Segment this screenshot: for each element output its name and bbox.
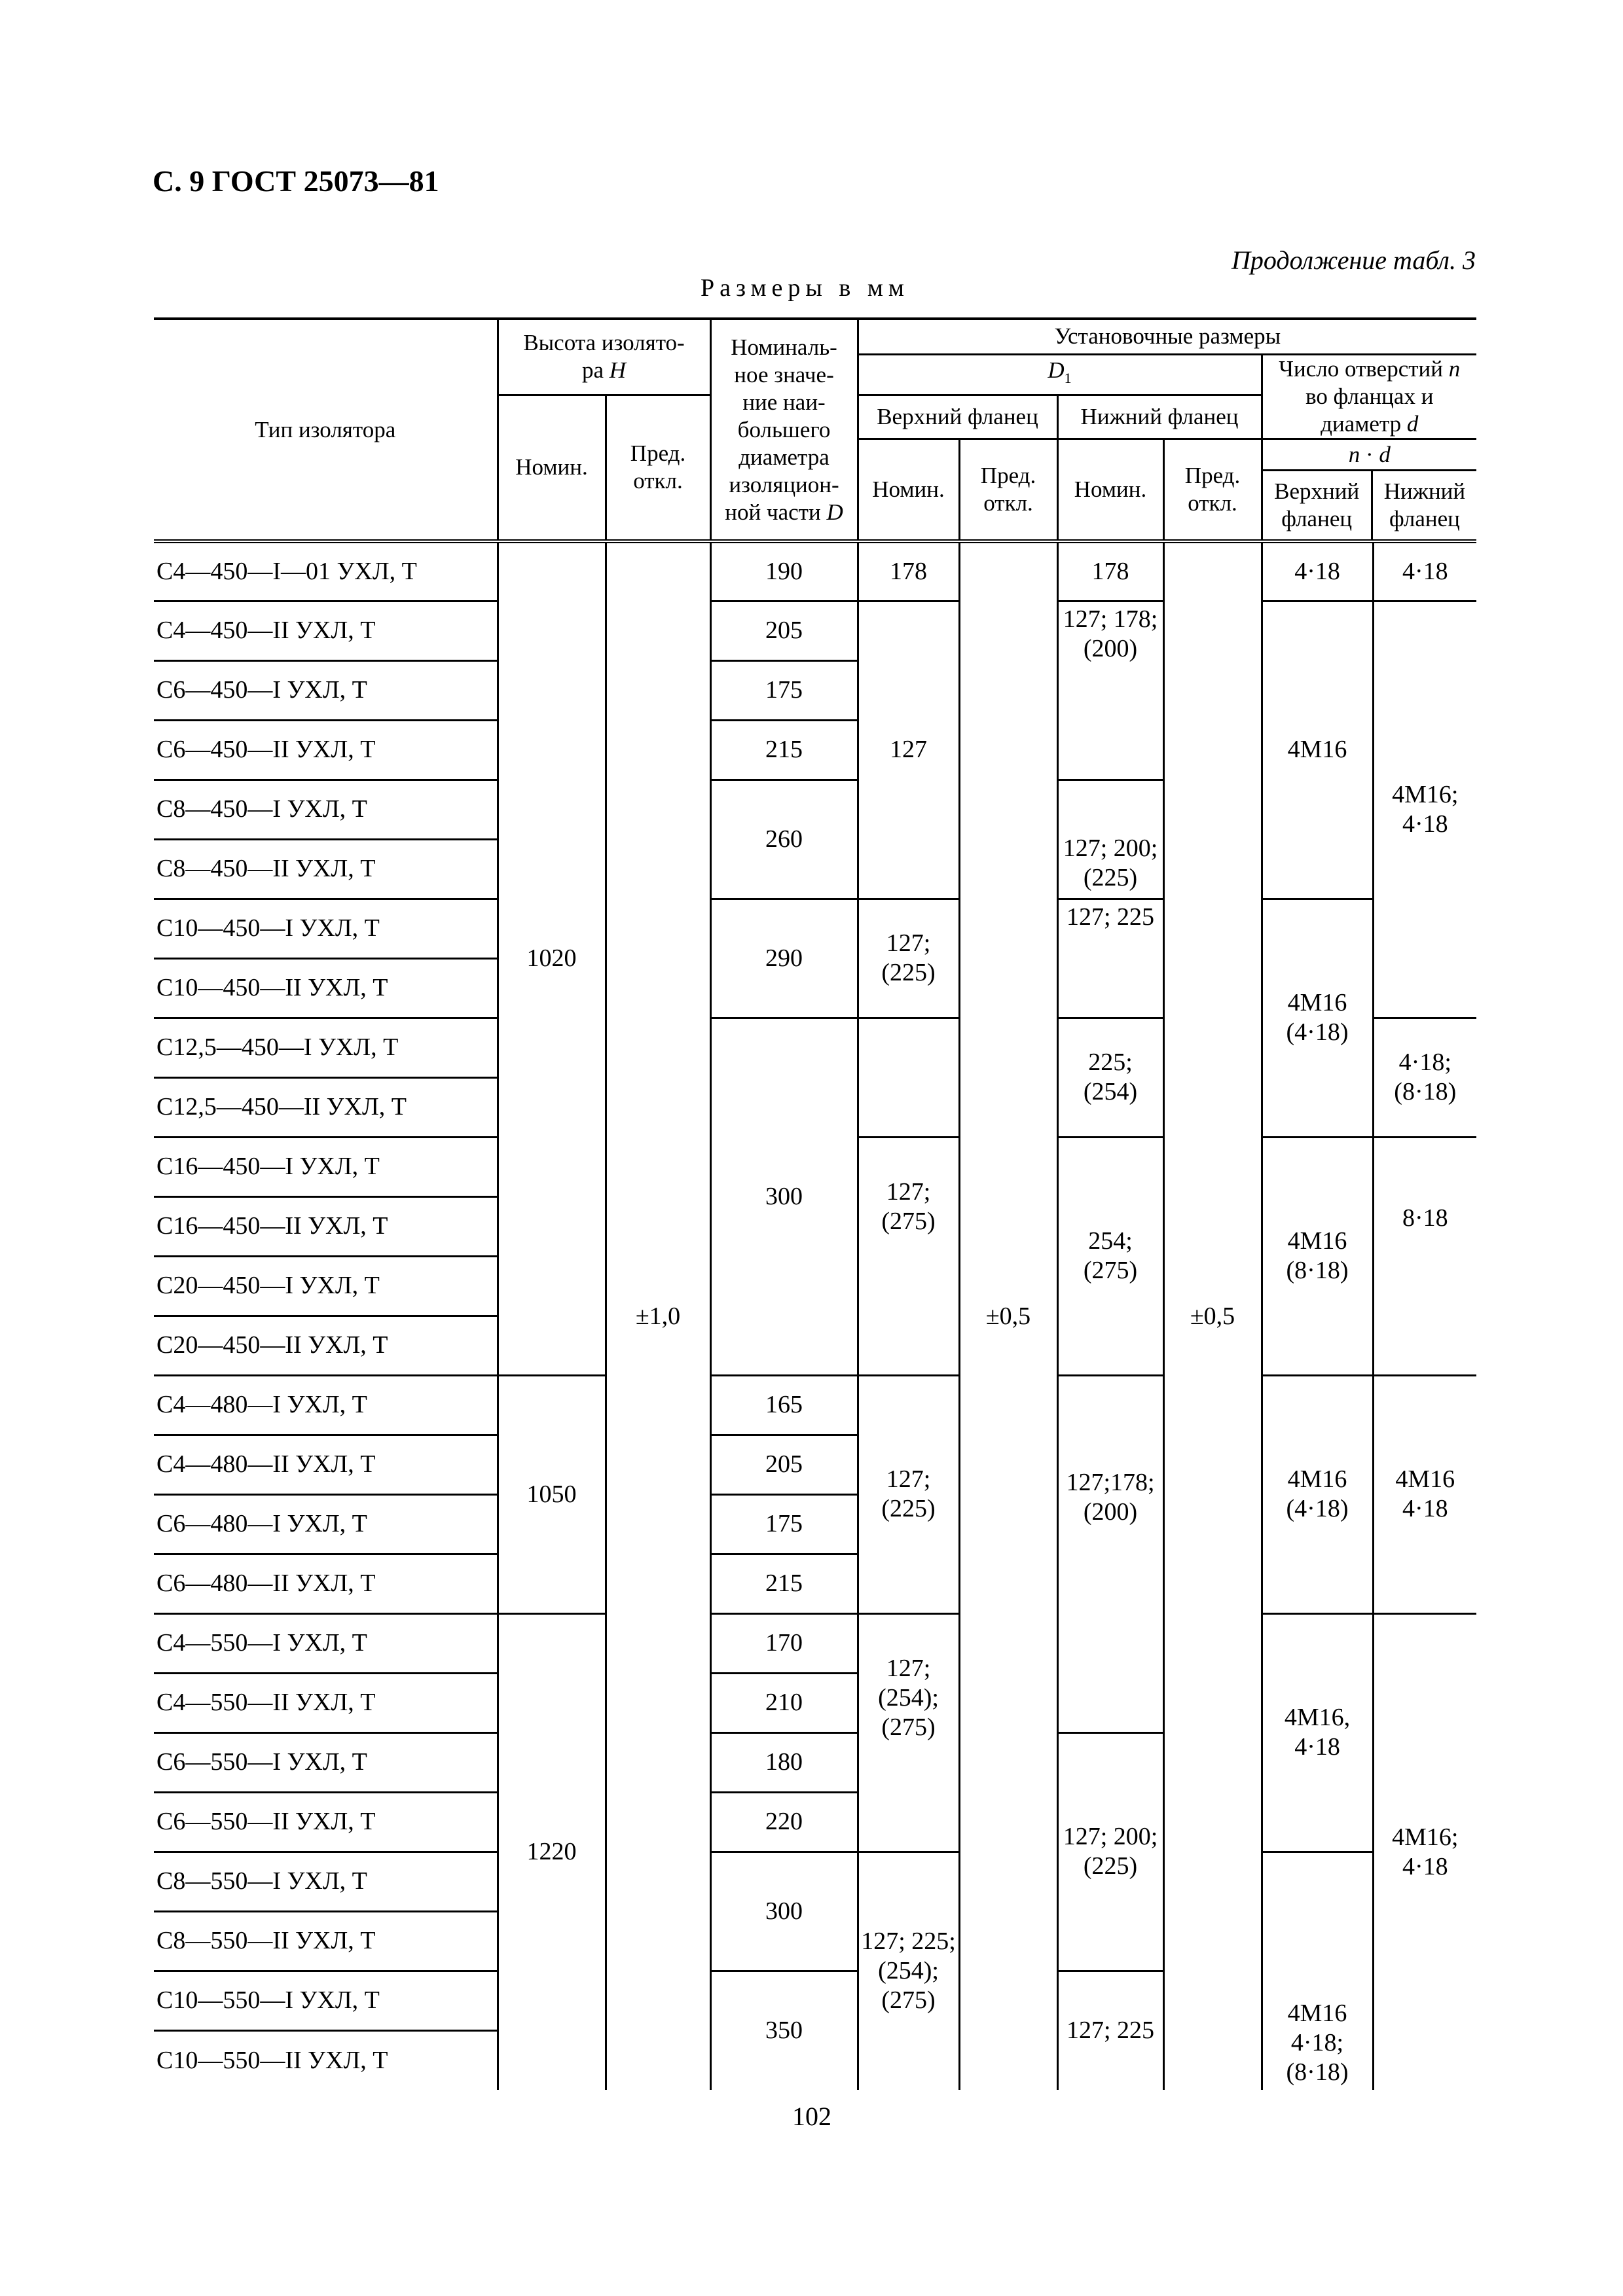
header-d1: $D_1$ bbox=[858, 354, 1262, 395]
table-row-name: С10—550—I УХЛ, Т bbox=[154, 1971, 498, 2030]
diameter-cell: 300 bbox=[710, 1018, 858, 1375]
table-row-name: С6—550—I УХЛ, Т bbox=[154, 1732, 498, 1792]
diameter-cell: 175 bbox=[710, 1494, 858, 1554]
table-continuation-note: Продолжение табл. 3 bbox=[1231, 245, 1476, 275]
header-n-times-d: n · d bbox=[1263, 440, 1477, 471]
holes-upper-cell: 4М16 (4·18) bbox=[1262, 899, 1373, 1137]
table-row-name: С12,5—450—I УХЛ, Т bbox=[154, 1018, 498, 1077]
height-deviation-cell: ±1,0 bbox=[606, 541, 710, 2090]
diameter-cell: 215 bbox=[710, 720, 858, 780]
diameter-cell: 180 bbox=[710, 1732, 858, 1792]
holes-upper-cell: 4М16 4·18; (8·18) bbox=[1262, 1852, 1373, 2090]
lower-nominal-cell: 127; 225 bbox=[1057, 1971, 1163, 2090]
table-row-name: С10—450—I УХЛ, Т bbox=[154, 899, 498, 958]
height-nominal-cell: 1220 bbox=[498, 1613, 606, 2090]
table-row-name: С4—450—II УХЛ, Т bbox=[154, 601, 498, 660]
diameter-cell: 350 bbox=[710, 1971, 858, 2090]
diameter-cell: 165 bbox=[710, 1375, 858, 1435]
header-lower-deviation: Пред. откл. bbox=[1163, 439, 1262, 541]
lower-nominal-cell: 178 bbox=[1057, 541, 1163, 601]
lower-nominal-cell: 127; 178; (200) bbox=[1057, 601, 1163, 780]
diameter-cell: 175 bbox=[710, 660, 858, 720]
upper-nominal-cell: 127; (254); (275) bbox=[858, 1613, 959, 1852]
holes-lower-cell: 4М16 4·18 bbox=[1373, 1375, 1476, 1613]
header-upper-nominal: Номин. bbox=[858, 439, 959, 541]
table-row-name: С6—450—II УХЛ, Т bbox=[154, 720, 498, 780]
table-row-name: С4—480—I УХЛ, Т bbox=[154, 1375, 498, 1435]
header-height: Высота изолято- ра H bbox=[498, 319, 710, 395]
diameter-cell: 205 bbox=[710, 601, 858, 660]
header-height-nominal: Номин. bbox=[498, 395, 606, 541]
lower-nominal-cell: 254; (275) bbox=[1057, 1137, 1163, 1375]
table-row-name: С16—450—II УХЛ, Т bbox=[154, 1196, 498, 1256]
table-row-name: С10—450—II УХЛ, Т bbox=[154, 958, 498, 1018]
header-nominal-diameter: Номиналь- ное значе- ние наи- большего диаметра изоляцион- ной части D bbox=[710, 319, 858, 541]
table-row-name: С20—450—II УХЛ, Т bbox=[154, 1316, 498, 1375]
insulator-dimensions-table bbox=[154, 317, 1476, 2090]
header-holes-upper: Верхний фланец bbox=[1263, 470, 1372, 539]
upper-nominal-cell bbox=[858, 1018, 959, 1137]
lower-nominal-cell: 127; 200; (225) bbox=[1057, 1732, 1163, 1971]
header-holes: Число отверстий n во фланцах и диаметр d bbox=[1262, 354, 1476, 439]
table-row-name: С8—550—I УХЛ, Т bbox=[154, 1852, 498, 1911]
height-nominal-cell: 1020 bbox=[498, 541, 606, 1375]
header-lower-nominal: Номин. bbox=[1057, 439, 1163, 541]
holes-upper-cell: 4М16 (4·18) bbox=[1262, 1375, 1373, 1613]
holes-upper-cell: 4·18 bbox=[1262, 541, 1373, 601]
header-upper-flange: Верхний фланец bbox=[858, 395, 1057, 439]
units-caption: Размеры в мм bbox=[701, 274, 909, 302]
lower-nominal-cell: 127; 225 bbox=[1057, 899, 1163, 1018]
holes-lower-cell: 4М16; 4·18 bbox=[1373, 601, 1476, 1018]
diameter-cell: 215 bbox=[710, 1554, 858, 1613]
table-row-name: С8—550—II УХЛ, Т bbox=[154, 1911, 498, 1971]
header-insulator-type: Тип изолятора bbox=[154, 319, 498, 541]
lower-deviation-cell: ±0,5 bbox=[1163, 541, 1262, 2090]
header-lower-flange: Нижний фланец bbox=[1057, 395, 1262, 439]
table-row-name: С20—450—I УХЛ, Т bbox=[154, 1256, 498, 1316]
diameter-cell: 260 bbox=[710, 780, 858, 899]
diameter-cell: 290 bbox=[710, 899, 858, 1018]
header-upper-deviation: Пред. откл. bbox=[959, 439, 1057, 541]
diameter-cell: 205 bbox=[710, 1435, 858, 1494]
height-nominal-cell: 1050 bbox=[498, 1375, 606, 1613]
holes-lower-cell: 4М16; 4·18 bbox=[1392, 1823, 1459, 1880]
table-row-name: С4—450—I—01 УХЛ, Т bbox=[154, 541, 498, 601]
diameter-cell: 210 bbox=[710, 1673, 858, 1732]
header-installation-dimensions: Установочные размеры bbox=[858, 319, 1476, 354]
lower-nominal-cell: 127; 200; (225) bbox=[1057, 780, 1163, 899]
diameter-cell: 170 bbox=[710, 1613, 858, 1673]
page-header: С. 9 ГОСТ 25073—81 bbox=[153, 164, 439, 198]
holes-upper-cell: 4М16 bbox=[1262, 601, 1373, 899]
diameter-cell: 300 bbox=[710, 1852, 858, 1971]
table-row-name: С6—480—I УХЛ, Т bbox=[154, 1494, 498, 1554]
holes-lower-cell: 4·18 bbox=[1373, 541, 1476, 601]
table-row-name: С16—450—I УХЛ, Т bbox=[154, 1137, 498, 1196]
table-row-name: С4—550—I УХЛ, Т bbox=[154, 1613, 498, 1673]
upper-deviation-cell: ±0,5 bbox=[959, 541, 1057, 2090]
table-row-name: С8—450—II УХЛ, Т bbox=[154, 839, 498, 899]
holes-lower-cell: 4·18; (8·18) bbox=[1373, 1018, 1476, 1137]
upper-nominal-cell: 127; (225) bbox=[858, 899, 959, 1018]
diameter-cell: 190 bbox=[710, 541, 858, 601]
table-row-name: С4—480—II УХЛ, Т bbox=[154, 1435, 498, 1494]
header-holes-lower: Нижний фланец bbox=[1383, 478, 1466, 531]
page-number: 102 bbox=[792, 2102, 831, 2131]
table-row-name: С6—480—II УХЛ, Т bbox=[154, 1554, 498, 1613]
table-row-name: С10—550—II УХЛ, Т bbox=[154, 2030, 498, 2090]
holes-lower-cell: 8·18 bbox=[1373, 1137, 1476, 1375]
table-row-name: С6—450—I УХЛ, Т bbox=[154, 660, 498, 720]
table-row-name: С12,5—450—II УХЛ, Т bbox=[154, 1077, 498, 1137]
holes-upper-cell: 4М16, 4·18 bbox=[1262, 1613, 1373, 1852]
holes-upper-cell: 4М16 (8·18) bbox=[1262, 1137, 1373, 1375]
diameter-cell: 220 bbox=[710, 1792, 858, 1852]
upper-nominal-cell: 127; 225; (254); (275) bbox=[858, 1852, 959, 2090]
upper-nominal-cell: 127; (275) bbox=[858, 1137, 959, 1375]
upper-nominal-cell: 127; (225) bbox=[858, 1375, 959, 1613]
upper-nominal-cell: 127 bbox=[858, 601, 959, 899]
header-height-deviation: Пред. откл. bbox=[606, 395, 710, 541]
table-row-name: С4—550—II УХЛ, Т bbox=[154, 1673, 498, 1732]
table-row-name: С6—550—II УХЛ, Т bbox=[154, 1792, 498, 1852]
table-row-name: С8—450—I УХЛ, Т bbox=[154, 780, 498, 839]
upper-nominal-cell: 178 bbox=[858, 541, 959, 601]
lower-nominal-cell: 225; (254) bbox=[1057, 1018, 1163, 1137]
lower-nominal-cell: 127;178; (200) bbox=[1057, 1375, 1163, 1732]
